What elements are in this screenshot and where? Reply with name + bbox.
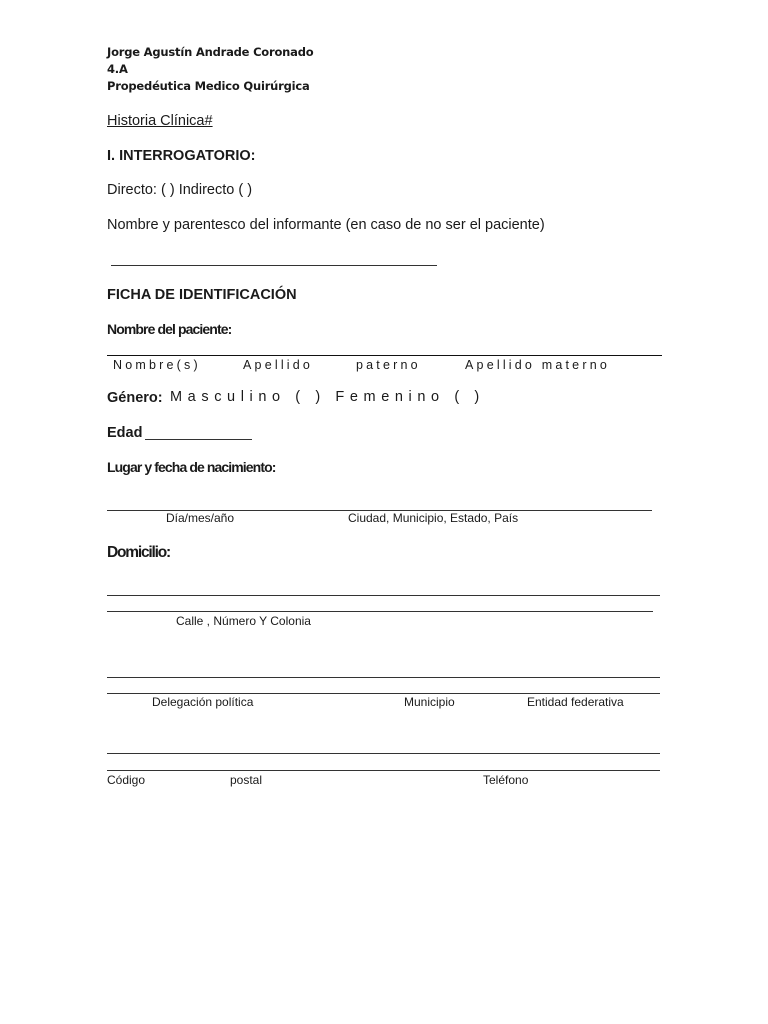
birth-label: Lugar y fecha de nacimiento: bbox=[107, 459, 276, 475]
address-line-2 bbox=[107, 611, 653, 612]
name-part-maternal: Apellido materno bbox=[465, 358, 611, 372]
name-part-first: Nombre(s) bbox=[113, 358, 201, 372]
informant-line bbox=[111, 265, 437, 266]
interrogatorio-heading: I. INTERROGATORIO: bbox=[107, 148, 256, 164]
gender-label: Género: bbox=[107, 390, 163, 406]
informant-label: Nombre y parentesco del informante (en caso de no ser el paciente) bbox=[107, 217, 545, 233]
address-line-4 bbox=[107, 693, 660, 694]
birth-place-caption: Ciudad, Municipio, Estado, País bbox=[348, 511, 519, 525]
delegation-caption: Delegación política bbox=[152, 695, 254, 709]
ficha-heading: FICHA DE IDENTIFICACIÓN bbox=[107, 287, 297, 303]
code-caption: Código bbox=[107, 773, 146, 787]
name-part-surname: Apellido bbox=[243, 358, 314, 372]
address-line-6 bbox=[107, 770, 660, 771]
municipality-caption: Municipio bbox=[404, 695, 455, 709]
domicilio-heading: Domicilio: bbox=[107, 544, 170, 561]
patient-name-label: Nombre del paciente: bbox=[107, 321, 232, 337]
address-line-3 bbox=[107, 677, 660, 678]
address-line-1 bbox=[107, 595, 660, 596]
group-label: 4.A bbox=[107, 62, 128, 76]
name-part-paternal: paterno bbox=[356, 358, 421, 372]
address-line-5 bbox=[107, 753, 660, 754]
phone-caption: Teléfono bbox=[483, 773, 529, 787]
author-name: Jorge Agustín Andrade Coronado bbox=[107, 45, 314, 59]
entity-caption: Entidad federativa bbox=[527, 695, 624, 709]
direct-indirect-field: Directo: ( ) Indirecto ( ) bbox=[107, 182, 253, 198]
document-title-text: Historia Clínica# bbox=[107, 113, 213, 129]
patient-name-line bbox=[107, 355, 662, 356]
birth-date-caption: Día/mes/año bbox=[166, 511, 235, 525]
course-name: Propedéutica Medico Quirúrgica bbox=[107, 79, 310, 93]
age-line bbox=[145, 439, 252, 440]
gender-options: Masculino ( ) Femenino ( ) bbox=[170, 389, 485, 405]
postal-caption: postal bbox=[230, 773, 263, 787]
age-label: Edad bbox=[107, 425, 143, 441]
document-title bbox=[107, 113, 213, 129]
street-caption: Calle , Número Y Colonia bbox=[176, 614, 311, 628]
